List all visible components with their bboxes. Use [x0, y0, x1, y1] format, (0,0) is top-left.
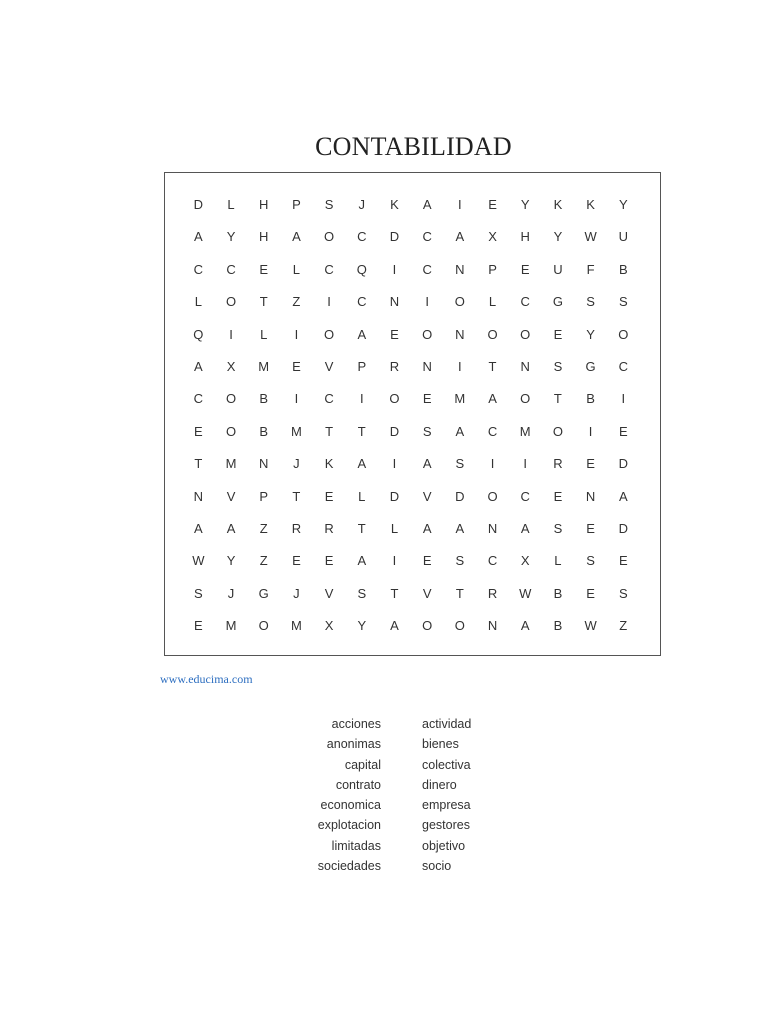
grid-letter: N [487, 618, 498, 634]
grid-letter: E [553, 326, 563, 342]
grid-letter: A [292, 229, 301, 245]
grid-letter: O [422, 326, 433, 342]
grid-letter: C [520, 294, 530, 310]
grid-letter: U [618, 229, 628, 245]
grid-letter: W [584, 618, 597, 634]
grid-letter: B [586, 391, 595, 407]
grid-letter: V [422, 585, 432, 601]
grid-letter: S [586, 294, 595, 310]
grid-letter: X [324, 618, 334, 634]
grid-letter: E [618, 553, 628, 569]
grid-letter: E [586, 520, 595, 536]
grid-letter: I [425, 294, 429, 310]
grid-letter: P [357, 358, 367, 374]
grid-letter: C [324, 391, 334, 407]
grid-letter: E [292, 553, 301, 569]
grid-letter: L [488, 294, 497, 310]
grid-letter: A [357, 326, 367, 342]
word-item: economica [320, 798, 381, 813]
grid-letter: I [229, 326, 233, 342]
grid-letter: J [227, 585, 235, 601]
grid-letter: C [193, 391, 204, 407]
grid-letter: N [487, 520, 498, 536]
grid-letter: T [390, 585, 399, 601]
grid-letter: V [226, 488, 236, 504]
grid-letter: A [520, 520, 530, 536]
grid-letter: N [585, 488, 596, 504]
grid-letter: O [258, 618, 269, 634]
grid-letter: H [259, 197, 269, 212]
grid-letter: I [458, 358, 462, 374]
grid-letter: V [324, 358, 334, 374]
grid-letter: W [584, 229, 597, 245]
grid-letter: E [259, 261, 269, 277]
grid-letter: S [422, 423, 432, 439]
grid-letter: D [193, 197, 204, 212]
grid-letter: O [618, 326, 629, 342]
word-item: socio [422, 859, 452, 874]
word-item: capital [344, 757, 381, 772]
grid-letter: C [487, 423, 498, 439]
grid-letter: L [358, 488, 366, 504]
grid-letter: I [458, 197, 462, 212]
grid-letter: E [422, 553, 432, 569]
grid-letter: B [553, 585, 563, 601]
grid-letter: O [487, 488, 498, 504]
grid-letter: Y [553, 229, 563, 245]
grid-letter: O [422, 618, 433, 634]
grid-letter: M [225, 456, 237, 472]
grid-letter: V [422, 488, 432, 504]
grid-letter: A [390, 618, 399, 634]
grid-letter: N [259, 456, 269, 472]
grid-letter: A [194, 520, 203, 536]
grid-letter: E [292, 358, 301, 374]
word-item: explotacion [317, 818, 381, 833]
grid-letter: Y [618, 197, 628, 212]
grid-letter: A [422, 197, 432, 212]
word-item: empresa [422, 798, 471, 813]
grid-letter: T [488, 358, 497, 374]
grid-letter: K [586, 197, 595, 212]
grid-letter: N [455, 326, 465, 342]
grid-letter: A [422, 520, 432, 536]
grid-letter: C [226, 261, 236, 277]
grid-letter: E [390, 326, 399, 342]
grid-letter: T [259, 294, 268, 310]
grid-letter: O [324, 326, 335, 342]
grid-letter: H [520, 229, 530, 245]
grid-letter: N [455, 261, 465, 277]
grid-letter: O [225, 391, 237, 407]
grid-letter: I [490, 456, 495, 472]
grid-letter: A [488, 391, 497, 407]
grid-letter: Y [357, 618, 367, 634]
grid-letter: E [422, 391, 432, 407]
grid-letter: A [422, 456, 432, 472]
grid-letter: A [455, 423, 465, 439]
grid-letter: N [422, 358, 432, 374]
grid-letter: A [194, 229, 203, 245]
grid-letter: E [324, 553, 334, 569]
grid-letter: H [259, 229, 269, 245]
grid-letter: X [226, 358, 236, 374]
grid-letter: T [325, 423, 334, 439]
grid-letter: S [357, 585, 367, 601]
grid-letter: E [618, 423, 628, 439]
grid-letter: D [455, 488, 465, 504]
grid-letter: I [392, 456, 397, 472]
grid-letter: T [194, 456, 203, 472]
grid-letter: C [520, 488, 530, 504]
word-item: gestores [422, 818, 470, 833]
grid-letter: S [455, 553, 465, 569]
grid-letter: W [519, 585, 532, 601]
grid-letter: A [618, 488, 628, 504]
word-search-box [164, 172, 661, 656]
grid-letter: S [618, 585, 628, 601]
grid-letter: L [390, 520, 399, 536]
grid-letter: L [227, 197, 235, 212]
grid-letter: R [291, 520, 302, 536]
word-item: anonimas [326, 737, 381, 752]
grid-letter: W [192, 553, 205, 569]
grid-letter: M [519, 423, 531, 439]
grid-letter: K [553, 197, 563, 212]
grid-letter: O [225, 294, 237, 310]
grid-letter: A [520, 618, 530, 634]
grid-letter: O [324, 229, 335, 245]
grid-letter: E [586, 456, 595, 472]
grid-letter: S [455, 456, 465, 472]
grid-letter: I [294, 391, 299, 407]
grid-letter: N [520, 358, 530, 374]
grid-letter: C [422, 229, 432, 245]
grid-letter: Y [586, 326, 595, 342]
educima-link[interactable]: www.educima.com [160, 672, 253, 686]
grid-letter: E [520, 261, 530, 277]
grid-letter: Y [226, 229, 236, 245]
grid-letter: X [488, 229, 497, 245]
grid-letter: T [292, 488, 301, 504]
grid-letter: O [389, 391, 400, 407]
grid-letter: B [618, 261, 628, 277]
grid-letter: Y [520, 197, 530, 212]
grid-letter: M [290, 423, 302, 439]
grid-letter: G [585, 358, 596, 374]
word-item: colectiva [422, 757, 471, 772]
grid-letter: P [292, 197, 301, 212]
word-item: bienes [422, 737, 459, 752]
grid-letter: N [193, 488, 204, 504]
word-list [290, 714, 490, 876]
grid-letter: O [520, 391, 531, 407]
word-item: limitadas [331, 838, 381, 853]
grid-letter: Q [356, 261, 367, 277]
word-item: acciones [331, 717, 381, 731]
grid-letter: I [392, 261, 397, 277]
grid-letter: C [357, 229, 367, 245]
word-item: sociedades [317, 859, 381, 874]
grid-letter: G [552, 294, 563, 310]
grid-letter: C [422, 261, 432, 277]
grid-letter: S [553, 520, 563, 536]
grid-letter: B [553, 618, 563, 634]
grid-letter: O [552, 423, 563, 439]
grid-letter: K [390, 197, 399, 212]
grid-letter: E [324, 488, 334, 504]
grid-letter: E [488, 197, 497, 212]
grid-letter: S [324, 197, 334, 212]
grid-letter: B [259, 423, 269, 439]
grid-letter: M [290, 618, 302, 634]
grid-letter: T [553, 391, 562, 407]
word-item: objetivo [422, 838, 466, 853]
grid-letter: E [586, 585, 595, 601]
grid-letter: A [226, 520, 236, 536]
grid-letter: M [225, 618, 237, 634]
grid-letter: D [618, 520, 628, 536]
grid-letter: Z [292, 294, 301, 310]
word-item: contrato [335, 777, 381, 792]
grid-letter: D [618, 456, 628, 472]
grid-letter: D [389, 488, 400, 504]
grid-letter: I [359, 391, 364, 407]
grid-letter: I [392, 553, 397, 569]
word-list-left [290, 714, 381, 876]
grid-letter: I [588, 423, 593, 439]
grid-letter: G [258, 585, 269, 601]
word-search-grid [182, 189, 640, 642]
grid-letter: O [454, 618, 465, 634]
grid-letter: A [455, 520, 465, 536]
grid-letter: O [225, 423, 237, 439]
grid-letter: L [554, 553, 562, 569]
grid-letter: O [487, 326, 498, 342]
grid-letter: S [194, 585, 203, 601]
grid-letter: U [553, 261, 563, 277]
grid-letter: F [586, 261, 595, 277]
grid-letter: B [259, 391, 269, 407]
grid-letter: C [487, 553, 498, 569]
grid-letter: O [454, 294, 465, 310]
grid-letter: Z [259, 520, 268, 536]
grid-letter: T [357, 520, 366, 536]
grid-letter: X [520, 553, 530, 569]
grid-letter: R [389, 358, 400, 374]
grid-letter: C [357, 294, 367, 310]
grid-letter: J [358, 197, 366, 212]
grid-letter: J [293, 456, 300, 472]
word-item: actividad [422, 717, 472, 731]
grid-letter: L [292, 261, 301, 277]
word-list-right [422, 714, 471, 876]
grid-letter: C [324, 261, 334, 277]
grid-letter: A [194, 358, 203, 374]
grid-letter: P [488, 261, 497, 277]
grid-letter: S [553, 358, 563, 374]
grid-letter: Z [619, 618, 628, 634]
grid-letter: L [260, 326, 268, 342]
page-title: CONTABILIDAD [315, 132, 512, 161]
grid-letter: M [454, 391, 466, 407]
grid-letter: D [389, 229, 400, 245]
grid-letter: T [455, 585, 464, 601]
grid-letter: I [294, 326, 299, 342]
grid-letter: C [193, 261, 204, 277]
grid-letter: E [553, 488, 563, 504]
grid-letter: C [618, 358, 628, 374]
grid-letter: E [194, 618, 203, 634]
word-item: dinero [422, 777, 457, 792]
grid-letter: R [487, 585, 498, 601]
grid-letter: I [621, 391, 626, 407]
grid-letter: E [194, 423, 203, 439]
grid-letter: I [327, 294, 331, 310]
grid-letter: V [324, 585, 334, 601]
grid-letter: A [357, 553, 367, 569]
grid-letter: I [523, 456, 528, 472]
grid-letter: K [324, 456, 334, 472]
grid-letter: S [618, 294, 628, 310]
grid-letter: R [324, 520, 334, 536]
grid-letter: P [259, 488, 269, 504]
grid-letter: M [258, 358, 270, 374]
grid-letter: J [293, 585, 300, 601]
grid-letter: A [357, 456, 367, 472]
grid-letter: T [357, 423, 366, 439]
grid-letter: D [389, 423, 400, 439]
grid-letter: L [194, 294, 202, 310]
grid-letter: A [455, 229, 465, 245]
grid-letter: S [586, 553, 595, 569]
grid-letter: O [520, 326, 531, 342]
grid-letter: Z [259, 553, 268, 569]
grid-letter: N [389, 294, 400, 310]
grid-letter: R [553, 456, 563, 472]
grid-letter: Q [193, 326, 204, 342]
grid-letter: Y [226, 553, 236, 569]
